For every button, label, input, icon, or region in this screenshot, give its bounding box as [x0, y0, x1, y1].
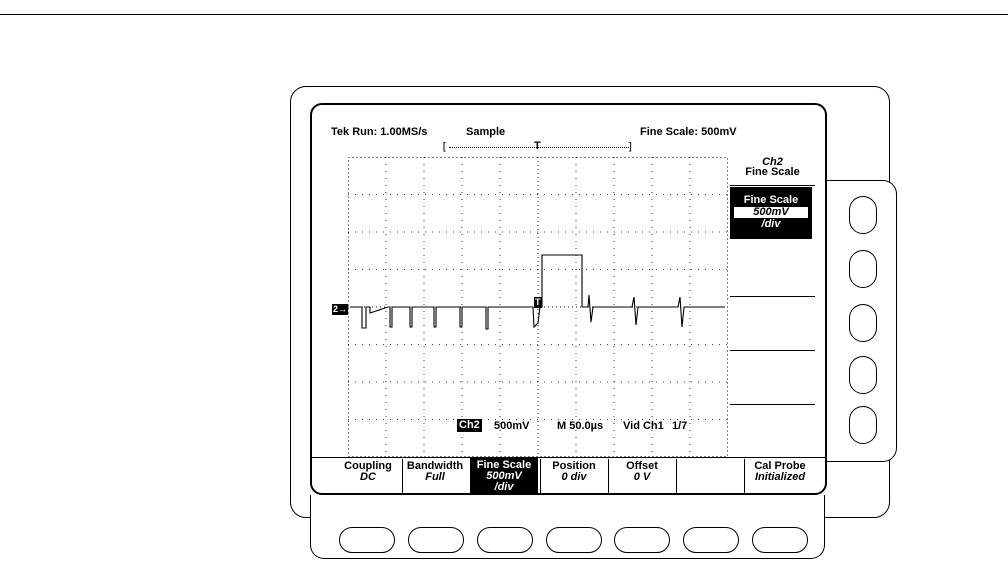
bottom-button-1[interactable]: [339, 527, 395, 553]
bottom-menu-position[interactable]: [540, 461, 608, 491]
coupling-label: Coupling: [344, 460, 392, 472]
offset-label: Offset: [626, 460, 658, 472]
bottom-button-3[interactable]: [477, 527, 533, 553]
fine-scale-unit: /div: [494, 481, 514, 493]
bottom-menu-cal-probe[interactable]: [744, 461, 816, 491]
video-field-readout: 1/7: [672, 420, 688, 432]
bottom-menu-coupling[interactable]: [333, 461, 403, 491]
bandwidth-label: Bandwidth: [406, 460, 464, 472]
bottom-menu-empty[interactable]: [676, 461, 744, 491]
fine-scale-status: Fine Scale: 500mV: [640, 126, 737, 138]
bandwidth-value: Full: [425, 471, 445, 483]
coupling-value: DC: [360, 471, 376, 483]
side-button-2[interactable]: [849, 250, 877, 288]
side-button-3[interactable]: [849, 304, 877, 342]
position-label: Position: [552, 460, 596, 472]
side-menu-fine-scale[interactable]: [730, 187, 812, 239]
channel-2-ground-marker: 2→: [333, 304, 348, 314]
run-status: Tek Run: 1.00MS/s: [331, 126, 428, 138]
side-menu-header-channel: Ch2: [762, 156, 783, 168]
side-menu-header: [730, 157, 815, 185]
record-bracket-right: ]: [627, 140, 634, 153]
record-bracket-left: [: [441, 140, 448, 153]
side-button-5[interactable]: [849, 406, 877, 444]
bottom-button-5[interactable]: [614, 527, 670, 553]
trigger-position-marker: T: [535, 297, 541, 307]
cal-probe-value: Initialized: [754, 471, 806, 483]
record-trigger-mark: T: [534, 140, 541, 152]
position-value: 0 div: [561, 471, 587, 483]
bottom-button-4[interactable]: [546, 527, 602, 553]
bottom-button-6[interactable]: [683, 527, 739, 553]
side-menu-header-title: Fine Scale: [745, 166, 800, 178]
fine-scale-label: Fine Scale: [476, 459, 532, 471]
bottom-button-2[interactable]: [408, 527, 464, 553]
volts-per-div-readout: 500mV: [494, 420, 530, 432]
acquisition-mode: Sample: [466, 126, 506, 138]
trigger-source-readout: Vid Ch1: [623, 420, 664, 432]
side-menu-fine-scale-unit: /div: [761, 218, 781, 230]
bottom-button-7[interactable]: [752, 527, 808, 553]
side-menu-fine-scale-title: Fine Scale: [743, 194, 799, 206]
side-menu-divider: [730, 296, 815, 297]
fine-scale-value: 500mV: [486, 470, 522, 482]
bottom-menu-offset[interactable]: [608, 461, 676, 491]
timebase-readout: M 50.0µs: [557, 420, 604, 432]
channel-readout-badge: Ch2: [459, 419, 480, 431]
bottom-menu-bandwidth[interactable]: [402, 461, 468, 491]
side-button-1[interactable]: [849, 196, 877, 234]
waveform-trace: [350, 255, 724, 329]
side-menu-divider: [730, 350, 815, 351]
cal-probe-label: Cal Probe: [754, 460, 806, 472]
side-menu-fine-scale-value: 500mV: [734, 207, 808, 218]
bottom-menu-fine-scale[interactable]: [470, 458, 538, 494]
page-top-rule: [0, 14, 1008, 15]
side-menu-divider: [730, 404, 815, 405]
offset-value: 0 V: [633, 471, 651, 483]
side-button-4[interactable]: [849, 356, 877, 394]
side-menu-divider: [730, 185, 815, 186]
